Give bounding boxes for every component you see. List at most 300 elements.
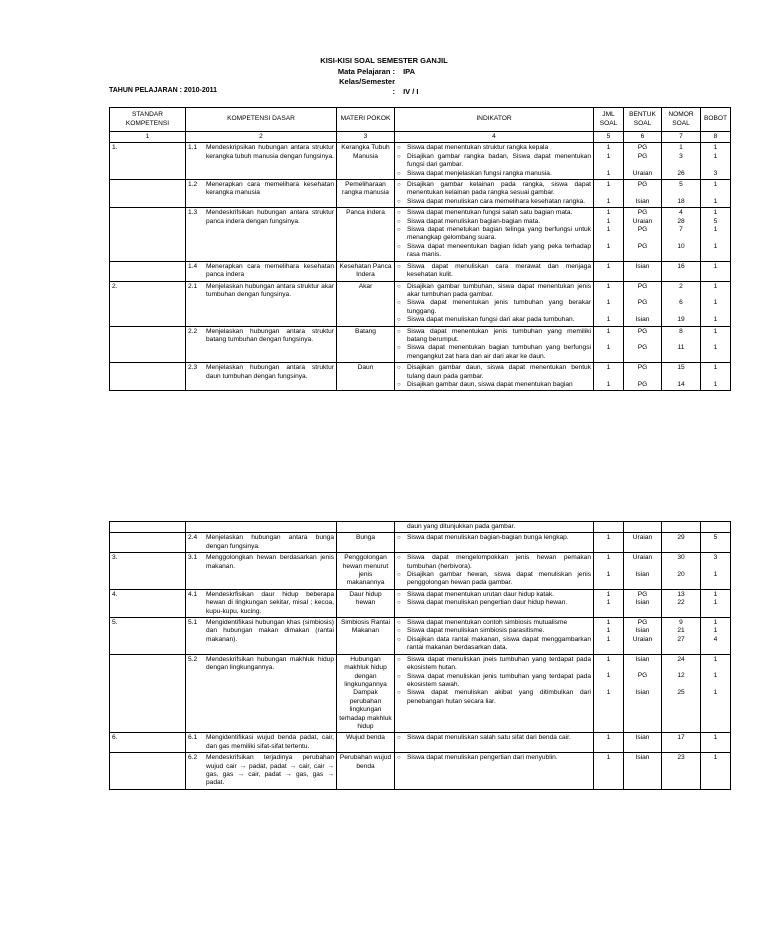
nomor-value: 29 — [677, 534, 685, 542]
kompetensi-dasar-cell — [186, 326, 337, 363]
table-row — [110, 143, 731, 180]
mata-pelajaran-line — [337, 67, 497, 77]
kompetensi-dasar — [188, 181, 334, 198]
kd-number: 6.1 — [188, 734, 198, 742]
bobot-cell — [701, 208, 731, 261]
indikator-cell — [395, 208, 594, 261]
bentuk-value: PG — [637, 327, 648, 335]
bobot-value: 1 — [713, 364, 718, 372]
bentuk-cell — [624, 654, 662, 733]
indikator-item — [397, 754, 591, 762]
indikator-item — [397, 299, 591, 316]
indikator-item — [397, 198, 591, 206]
kd-number: 5.1 — [188, 619, 198, 627]
jml-cell — [594, 363, 624, 391]
standar-kompetensi-cell — [110, 533, 186, 553]
table-row — [110, 733, 731, 753]
bentuk-cell — [624, 618, 662, 655]
kd-text: Mendeskrifsikan hubungan makhluk hidup dengan lingkungannya. — [206, 655, 334, 672]
kompetensi-dasar-cell — [186, 733, 337, 753]
bentuk-cell — [624, 261, 662, 281]
bobot-value: 5 — [713, 534, 718, 542]
nomor-value: 27 — [677, 635, 685, 643]
jml-cell — [594, 533, 624, 553]
table-row — [110, 618, 731, 655]
nomor-cell — [662, 733, 701, 753]
kompetensi-dasar-cell — [186, 654, 337, 733]
nomor-value: 23 — [677, 754, 685, 762]
indikator-item — [397, 591, 591, 599]
bullet-icon: ○ — [397, 628, 401, 635]
header-materi-pokok: MATERI POKOK — [337, 108, 395, 132]
bentuk-cell — [624, 208, 662, 261]
bullet-icon: ○ — [397, 182, 401, 189]
bentuk-value — [626, 161, 659, 169]
bentuk-value: PG — [637, 209, 648, 217]
bobot-cell — [701, 733, 731, 753]
bobot-value — [703, 373, 728, 381]
bobot-value: 3 — [713, 169, 718, 177]
indikator-list — [397, 263, 591, 280]
header-bentuk-soal: BENTUK SOAL — [624, 108, 662, 132]
bobot-value — [703, 234, 728, 242]
jml-value: 1 — [606, 242, 611, 250]
table-row — [110, 180, 731, 208]
table-header-row — [110, 108, 731, 132]
indikator-text: Siswa dapat menuliskan cara memelihara kesehatan rangka. — [407, 197, 586, 205]
materi-pokok-cell: Hubungan makhluk hidup dengan lingkungannya Dampak perubahan lingkungan terhadap makhluk hidup — [337, 654, 395, 733]
bullet-icon: ○ — [397, 600, 401, 607]
indikator-item — [397, 218, 591, 226]
nomor-value: 12 — [677, 672, 685, 680]
jml-cell — [594, 326, 624, 363]
bullet-icon: ○ — [397, 755, 401, 762]
bentuk-value: PG — [637, 152, 648, 160]
bobot-value — [703, 336, 728, 344]
bentuk-value: PG — [637, 364, 648, 372]
kd-text: Menjelaskan hubungan antara struktur batang tumbuhan dengan fungsinya. — [206, 327, 334, 343]
bentuk-value: Isian — [635, 754, 650, 762]
jml-cell — [594, 589, 624, 617]
nomor-cell — [662, 553, 701, 590]
jml-value — [596, 189, 621, 197]
bobot-cell — [701, 654, 731, 733]
kd-text: Mendeskrifsikan hubungan antara struktur panca indera dengan fungsinya. — [206, 209, 334, 225]
materi-pokok-cell: Simbiosis Rantai Makanan — [337, 618, 395, 655]
indikator-item — [397, 673, 591, 690]
bentuk-value: PG — [637, 380, 648, 388]
jml-cell — [594, 553, 624, 590]
jml-value: 1 — [606, 262, 611, 270]
indikator-text: Siswa dapat menuliskan akibat yang ditimbulkan dari penebangan hutan secara liar. — [407, 689, 591, 705]
nomor-value: 24 — [677, 655, 685, 663]
table-row — [110, 753, 731, 790]
bullet-icon: ○ — [397, 673, 401, 680]
jml-value: 1 — [606, 144, 611, 152]
bentuk-value: PG — [637, 672, 648, 680]
nomor-value — [664, 373, 698, 381]
nomor-value — [664, 291, 698, 299]
jml-value: 1 — [606, 534, 611, 542]
indikator-cell — [395, 618, 594, 655]
indikator-text: Siswa dapat menuliskan bagian-bagian mata. — [407, 217, 541, 225]
indikator-item — [397, 316, 591, 324]
nomor-cell — [662, 589, 701, 617]
bentuk-value — [626, 336, 659, 344]
col-number: 7 — [662, 132, 701, 143]
col-number: 8 — [701, 132, 731, 143]
jml-value — [596, 234, 621, 242]
kd-text: Menerapkan cara memelihara kesehatan panca indera — [206, 262, 334, 279]
header-kompetensi-dasar: KOMPETENSI DASAR — [186, 108, 337, 132]
bentuk-value — [626, 291, 659, 299]
materi-pokok-cell: Pemeliharaan rangka manusia — [337, 180, 395, 208]
bobot-cell — [701, 261, 731, 281]
indikator-item — [397, 170, 591, 178]
materi-pokok-cell: Bunga — [337, 533, 395, 553]
jml-cell — [594, 753, 624, 790]
indikator-cell — [395, 533, 594, 553]
indikator-text: Siswa dapat menuliskan jenis tumbuhan yang terdapat pada ekosistem sawah. — [407, 672, 591, 688]
col-number: 4 — [395, 132, 594, 143]
bentuk-value: PG — [637, 619, 648, 627]
indikator-text: Siswa dapat menentukan jenis tumbuhan yang berakar tunggang. — [407, 299, 591, 315]
nomor-cell — [662, 618, 701, 655]
indikator-list — [397, 181, 591, 206]
header-nomor-soal: NOMOR SOAL — [662, 108, 701, 132]
table-row — [110, 533, 731, 553]
materi-pokok-cell: Penggolongan hewan menurut jenis makanannya — [337, 553, 395, 590]
nomor-value: 1 — [679, 144, 683, 152]
nomor-value: 8 — [679, 327, 683, 335]
standar-kompetensi-cell: 5. — [110, 618, 186, 655]
indikator-item — [397, 144, 591, 152]
kd-number: 4.1 — [188, 590, 198, 598]
materi-pokok-cell: Wujud benda — [337, 733, 395, 753]
indikator-item — [397, 734, 591, 742]
indikator-list — [397, 328, 591, 362]
bobot-value — [703, 161, 728, 169]
bentuk-value: PG — [637, 226, 648, 234]
bobot-cell — [701, 753, 731, 790]
indikator-text: Disajikan gambar daun, siswa dapat menentukan bentuk tulang daun pada gambar. — [407, 364, 591, 380]
indikator-text: Disajikan gambar hewan, siswa dapat menuliskan jenis penggolongan hewan pada gambar. — [407, 571, 591, 587]
bobot-value: 1 — [713, 754, 718, 762]
nomor-value: 28 — [677, 217, 685, 225]
nomor-cell — [662, 654, 701, 733]
table-row — [110, 363, 731, 391]
bentuk-cell — [624, 553, 662, 590]
bullet-icon: ○ — [397, 656, 401, 663]
bentuk-value: Uraian — [632, 554, 653, 562]
kompetensi-dasar-cell — [186, 618, 337, 655]
bentuk-value: PG — [637, 590, 648, 598]
bobot-value — [703, 291, 728, 299]
indikator-text: Siswa dapat menuliskan fungsi dari akar pada tumbuhan. — [407, 316, 575, 324]
nomor-value — [664, 336, 698, 344]
indikator-cell — [395, 589, 594, 617]
kompetensi-dasar — [188, 656, 334, 673]
indikator-text: Siswa dapat mengelompokkan jenis hewan pemakan tumbuhan (herbivora). — [407, 554, 591, 570]
indikator-cell — [395, 733, 594, 753]
kompetensi-dasar-cell — [186, 589, 337, 617]
bentuk-value: Uraian — [632, 635, 653, 643]
bobot-value: 1 — [713, 262, 718, 270]
indikator-text: Siswa dapat meneentukan bagian lidah yang peka terhadap rasa manis. — [407, 242, 591, 259]
indikator-item — [397, 571, 591, 588]
kompetensi-dasar — [188, 263, 334, 280]
indikator-list — [397, 619, 591, 653]
bobot-value: 1 — [713, 590, 718, 598]
kompetensi-dasar — [188, 534, 334, 551]
table-row — [110, 553, 731, 590]
bobot-value: 4 — [713, 635, 718, 643]
kompetensi-dasar-cell — [186, 281, 337, 326]
jml-value: 1 — [606, 197, 611, 205]
nomor-cell — [662, 753, 701, 790]
bentuk-cell — [624, 753, 662, 790]
jml-cell — [594, 208, 624, 261]
bentuk-cell — [624, 143, 662, 180]
bentuk-value — [626, 563, 659, 571]
table-row — [110, 281, 731, 326]
tahun-pelajaran: TAHUN PELAJARAN : 2010-2011 — [109, 87, 218, 94]
bobot-value: 1 — [713, 181, 718, 189]
table-row — [110, 522, 731, 533]
bullet-icon: ○ — [397, 218, 401, 225]
table-row — [110, 326, 731, 363]
jml-value — [596, 681, 621, 689]
nomor-value: 21 — [677, 627, 685, 635]
materi-pokok-cell — [337, 522, 395, 533]
standar-kompetensi-cell: 6. — [110, 733, 186, 753]
bentuk-cell — [624, 281, 662, 326]
bentuk-value — [626, 189, 659, 197]
indikator-cell — [395, 143, 594, 180]
indikator-text: Siswa dapat menuliskan pengertian dari menyublin. — [407, 754, 558, 762]
table-row — [110, 208, 731, 261]
header-standar-kompetensi: STANDAR KOMPETENSI — [110, 108, 186, 132]
bobot-cell — [701, 180, 731, 208]
bobot-cell — [701, 363, 731, 391]
indikator-text: Siswa dapat menuliskan jneis tumbuhan yang terdapat pada ekosistem hutan. — [407, 655, 591, 672]
indikator-text: Siswa dapat menentukan fungsi salah satu bagian mata. — [407, 209, 573, 217]
nomor-value: 20 — [677, 571, 685, 579]
jml-value — [596, 291, 621, 299]
indikator-cell — [395, 180, 594, 208]
bentuk-value — [626, 373, 659, 381]
nomor-value: 16 — [677, 262, 685, 270]
bullet-icon: ○ — [397, 555, 401, 562]
indikator-item — [397, 181, 591, 198]
bobot-value: 1 — [713, 282, 718, 290]
bullet-icon: ○ — [397, 227, 401, 234]
indikator-text: Siswa dapat menuliskan pengertian daur hidup hewan. — [407, 599, 568, 607]
bobot-cell — [701, 533, 731, 553]
nomor-value: 5 — [679, 181, 683, 189]
jml-value — [596, 308, 621, 316]
bentuk-cell — [624, 733, 662, 753]
kd-text: Menggolongkan hewan berdasarkan jenis makanan. — [206, 554, 334, 570]
bentuk-value — [626, 308, 659, 316]
header-jml-soal: JML SOAL — [594, 108, 624, 132]
jml-value: 1 — [606, 217, 611, 225]
bentuk-value: Isian — [635, 316, 650, 324]
kd-number: 2.1 — [188, 282, 198, 290]
nomor-value: 22 — [677, 599, 685, 607]
indikator-text: Siswa dapat menentukan bagian tumbuhan yang berfungsi mengangkut zat hara dan air dari akar ke daun. — [407, 344, 591, 360]
bullet-icon: ○ — [397, 283, 401, 290]
indikator-cell — [395, 522, 594, 533]
bobot-value — [703, 664, 728, 672]
nomor-value: 14 — [677, 380, 685, 388]
standar-kompetensi-cell — [110, 261, 186, 281]
jml-value: 1 — [606, 316, 611, 324]
nomor-cell — [662, 180, 701, 208]
mata-pelajaran-label: Mata Pelajaran : — [337, 67, 395, 76]
jml-value: 1 — [606, 571, 611, 579]
bentuk-value: Uraian — [632, 534, 653, 542]
indikator-text: Siswa dapat menuliskan salah satu sifat dari benda cair. — [407, 734, 571, 742]
nomor-cell — [662, 208, 701, 261]
bentuk-cell — [624, 363, 662, 391]
indikator-text: Siswa dapat menetukan bagian telinga yang berfungsi untuk menangkap gelombang suara. — [407, 226, 591, 242]
bobot-value: 1 — [713, 619, 718, 627]
nomor-cell — [662, 522, 701, 533]
bullet-icon: ○ — [397, 636, 401, 643]
bobot-cell — [701, 553, 731, 590]
kd-text: Mengidentifikasi hubungan khas (simbiosis) dan hubungan makan dimakan (rantai makanan). — [206, 619, 334, 643]
materi-pokok-cell: Perubahan wujud benda — [337, 753, 395, 790]
jml-value: 1 — [606, 282, 611, 290]
indikator-list — [397, 656, 591, 706]
kompetensi-dasar — [188, 619, 334, 644]
kd-number: 1.3 — [188, 209, 198, 217]
bobot-value: 1 — [713, 327, 718, 335]
bentuk-value: Isian — [635, 599, 650, 607]
nomor-value: 30 — [677, 554, 685, 562]
jml-value — [596, 664, 621, 672]
indikator-list — [397, 364, 591, 389]
nomor-value: 2 — [679, 282, 683, 290]
column-number-row — [110, 132, 731, 143]
nomor-value — [664, 234, 698, 242]
indikator-cell — [395, 553, 594, 590]
jml-cell — [594, 143, 624, 180]
bullet-icon: ○ — [397, 591, 401, 598]
bobot-cell — [701, 326, 731, 363]
nomor-value: 6 — [679, 299, 683, 307]
nomor-value — [664, 563, 698, 571]
kd-number: 1.2 — [188, 181, 198, 189]
bullet-icon: ○ — [397, 365, 401, 372]
nomor-value: 15 — [677, 364, 685, 372]
kompetensi-dasar — [188, 283, 334, 300]
indikator-cell — [395, 654, 594, 733]
kompetensi-dasar — [188, 364, 334, 381]
indikator-cell — [395, 753, 594, 790]
jml-value: 1 — [606, 599, 611, 607]
bullet-icon: ○ — [397, 170, 401, 177]
bentuk-value: Isian — [635, 197, 650, 205]
bobot-value: 1 — [713, 209, 718, 217]
bullet-icon: ○ — [397, 145, 401, 152]
bobot-cell — [701, 281, 731, 326]
col-number: 1 — [110, 132, 186, 143]
nomor-value — [664, 664, 698, 672]
mata-pelajaran-value: IPA — [403, 67, 416, 76]
kd-text: Mendeskrfisikan daur hidup beberapa hewan di lingkungan sekitar, misal ; kecoa, kupu-kupu, kucing. — [206, 590, 334, 615]
jml-value: 1 — [606, 672, 611, 680]
nomor-value: 11 — [677, 344, 685, 352]
nomor-value: 18 — [677, 197, 685, 205]
standar-kompetensi-cell — [110, 363, 186, 391]
indikator-item — [397, 153, 591, 170]
standar-kompetensi-cell: 4. — [110, 589, 186, 617]
kd-text: Menjelaskan hubungan antara struktur daun tumbuhan dengan fungsinya. — [206, 364, 334, 380]
kd-text: Menjelaskan hubungan antara struktur akar tumbuhan dengan fungsinya. — [206, 282, 334, 298]
jml-value — [596, 336, 621, 344]
bullet-icon: ○ — [397, 198, 401, 205]
table-row — [110, 589, 731, 617]
nomor-value: 4 — [679, 209, 683, 217]
indikator-text: Disajikan gambar tumbuhan, siswa dapat menentukan jenis akar tumbuhan pada gambar. — [407, 282, 591, 298]
indikator-cell — [395, 326, 594, 363]
jml-cell — [594, 733, 624, 753]
document-title: KISI-KISI SOAL SEMESTER GANJIL — [320, 56, 448, 65]
kd-number: 1.1 — [188, 144, 198, 152]
jml-value: 1 — [606, 152, 611, 160]
jml-value — [596, 373, 621, 381]
indikator-list — [397, 734, 591, 742]
indikator-text: Disajikan gambar rangka badan, Siswa dapat menentukan fungsi dari gambar. — [407, 152, 591, 169]
bullet-icon: ○ — [397, 317, 401, 324]
materi-pokok-cell: Batang — [337, 326, 395, 363]
indikator-item — [397, 263, 591, 280]
jml-value: 1 — [606, 364, 611, 372]
nomor-value: 9 — [679, 619, 683, 627]
materi-pokok-cell: Daur hidup hewan — [337, 589, 395, 617]
indikator-continuation: daun yang ditunjukkan pada gambar. — [407, 523, 516, 530]
header-bobot: BOBOT — [701, 108, 731, 132]
kompetensi-dasar-cell — [186, 753, 337, 790]
bullet-icon: ○ — [397, 381, 401, 388]
kd-number: 6.2 — [188, 754, 198, 762]
nomor-value: 13 — [677, 590, 685, 598]
bobot-value — [703, 189, 728, 197]
indikator-item — [397, 381, 591, 389]
kompetensi-dasar-cell — [186, 180, 337, 208]
bobot-value: 1 — [713, 242, 718, 250]
indikator-item — [397, 328, 591, 345]
bentuk-value — [626, 664, 659, 672]
indikator-item — [397, 599, 591, 607]
jml-cell — [594, 261, 624, 281]
bullet-icon: ○ — [397, 735, 401, 742]
materi-pokok-cell: Panca indera — [337, 208, 395, 261]
indikator-item — [397, 283, 591, 300]
indikator-item — [397, 534, 591, 542]
kelas-semester-label: Kelas/Semester : — [339, 77, 395, 96]
materi-pokok-cell: Kerangka Tubuh Manusia — [337, 143, 395, 180]
nomor-value: 7 — [679, 226, 683, 234]
bentuk-value: Isian — [635, 627, 650, 635]
indikator-list — [397, 754, 591, 762]
indikator-cell — [395, 261, 594, 281]
bentuk-value: Isian — [635, 734, 650, 742]
col-number: 2 — [186, 132, 337, 143]
jml-value: 1 — [606, 635, 611, 643]
